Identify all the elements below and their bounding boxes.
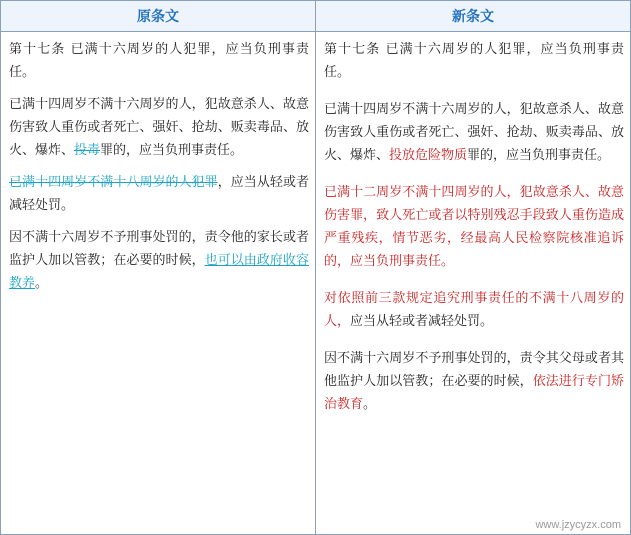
new-para-1-text: 第十七条 已满十六周岁的人犯罪，应当负刑事责任。 [324, 42, 624, 80]
original-para-4-text: 因不满十六周岁不予刑事处罚的，责令他的家长或者监护人加以管教；在必要的时候， [9, 230, 309, 268]
added-text: 投放危险物质 [389, 148, 468, 163]
original-para-4-tail: 。 [35, 276, 49, 291]
original-para-1 [9, 38, 309, 84]
new-para-3 [324, 181, 624, 273]
added-text: 已满十二周岁不满十四周岁的人，犯故意杀人、故意伤害罪，致人死亡或者以特别残忍手段致人重伤造成严重残疾，情节恶劣，经最高人民检察院核准追诉的，应当负刑事责任。 [324, 185, 624, 269]
original-text-cell [1, 32, 316, 535]
new-para-5 [324, 347, 624, 416]
new-para-5-text: 因不满十六周岁不予刑事处罚的，责令其父母或者其他监护人加以管教；在必要的时候， [324, 351, 624, 389]
deleted-text: 也可以由政府收容教养 [9, 253, 309, 291]
new-para-1 [324, 38, 624, 84]
original-para-2-text: 已满十四周岁不满十六周岁的人，犯故意杀人、故意伤害致人重伤或者死亡、强奸、抢劫、贩卖毒品、放火、爆炸、 [9, 97, 309, 158]
new-para-2 [324, 98, 624, 167]
original-para-1-text: 第十七条 已满十六周岁的人犯罪，应当负刑事责任。 [9, 42, 309, 80]
added-text: 依法进行专门矫治教育 [324, 374, 624, 412]
original-para-3 [9, 171, 309, 217]
new-para-5-tail: 。 [363, 397, 377, 412]
original-para-2-tail: 罪的，应当负刑事责任。 [100, 143, 244, 158]
added-text: 对依照前三款规定追究刑事责任的不满十八周岁的人， [324, 291, 624, 329]
new-para-4-tail: 应当从轻或者减轻处罚。 [350, 314, 494, 329]
new-text-cell [316, 32, 631, 535]
new-para-4 [324, 287, 624, 333]
header-new: 新条文 [316, 1, 631, 32]
original-para-4 [9, 226, 309, 295]
new-para-2-tail: 罪的，应当负刑事责任。 [467, 148, 611, 163]
deleted-text: 已满十四周岁不满十八周岁的人犯罪 [9, 175, 218, 190]
watermark-url: www.jzycyzx.com [535, 519, 621, 531]
original-para-2 [9, 93, 309, 162]
original-para-3-tail: ，应当从轻或者减轻处罚。 [9, 175, 309, 213]
new-para-2-text: 已满十四周岁不满十六周岁的人，犯故意杀人、故意伤害致人重伤或者死亡、强奸、抢劫、贩卖毒品、放火、爆炸、 [324, 102, 624, 163]
header-original: 原条文 [1, 1, 316, 32]
deleted-text: 投毒 [74, 143, 101, 158]
